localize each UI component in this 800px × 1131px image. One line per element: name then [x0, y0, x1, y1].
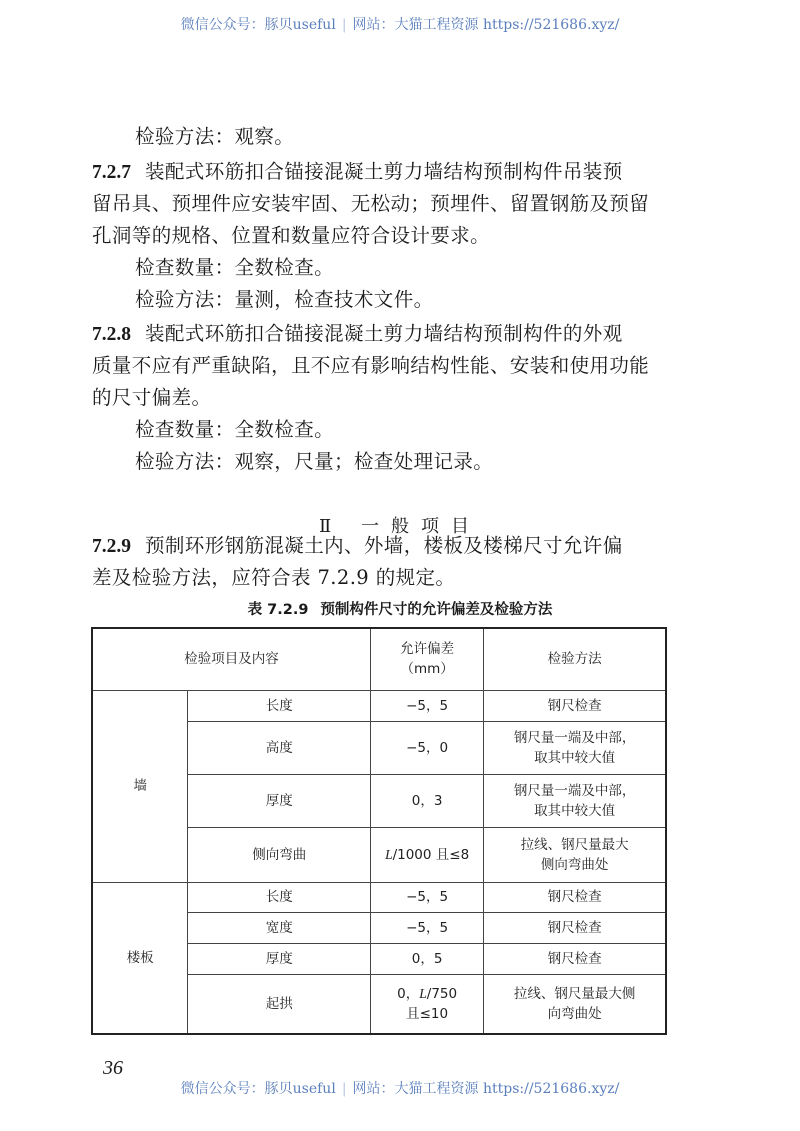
watermark-bottom	[0, 1078, 800, 1098]
clause-number: 7.2.7	[92, 162, 131, 183]
header-tolerance-line2: （mm）	[400, 661, 454, 678]
watermark-site: 网站：大猫工程资源 https://521686.xyz/	[352, 1081, 620, 1097]
method-line1: 拉线、钢尺量最大侧	[513, 985, 636, 1002]
row-item: 起拱	[188, 974, 371, 1034]
row-method	[484, 827, 666, 882]
row-tolerance: −5，5	[371, 882, 484, 912]
clause-text: 预制环形钢筋混凝土内、外墙，楼板及楼梯尺寸允许偏	[145, 534, 623, 557]
clause-728-quantity: 检查数量：全数检查。	[135, 418, 335, 441]
clause-729-line1	[92, 530, 623, 558]
row-item: 厚度	[188, 774, 371, 827]
method-line1: 拉线、钢尺量最大	[520, 836, 629, 853]
tolerance-var: L	[385, 846, 393, 862]
method-line2: 侧向弯曲处	[540, 856, 609, 873]
clause-727-line3: 孔洞等的规格、位置和数量应符合设计要求。	[92, 224, 491, 247]
row-item: 高度	[188, 721, 371, 774]
row-method: 钢尺检查	[484, 943, 666, 974]
watermark-top	[0, 14, 800, 34]
page-number: 36	[103, 1057, 123, 1079]
row-item: 侧向弯曲	[188, 827, 371, 882]
row-method	[484, 774, 666, 827]
row-tolerance: 0，3	[371, 774, 484, 827]
clause-728-method: 检验方法：观察，尺量；检查处理记录。	[135, 450, 494, 473]
clause-text: 装配式环筋扣合锚接混凝土剪力墙结构预制构件吊装预	[145, 160, 623, 183]
row-tolerance: −5，5	[371, 912, 484, 943]
clause-number: 7.2.8	[92, 324, 131, 345]
clause-727-line1	[92, 156, 623, 184]
table-caption-number: 表 7.2.9	[247, 602, 309, 618]
clause-727-quantity: 检查数量：全数检查。	[135, 256, 335, 279]
row-item: 厚度	[188, 943, 371, 974]
prev-inspection-method: 检验方法：观察。	[135, 125, 295, 148]
row-tolerance	[371, 974, 484, 1034]
header-method: 检验方法	[484, 628, 666, 690]
header-tolerance-line1: 允许偏差	[400, 641, 455, 658]
tolerance-table	[91, 627, 667, 1035]
header-item: 检验项目及内容	[92, 628, 371, 690]
row-method	[484, 974, 666, 1034]
clause-728-line2: 质量不应有严重缺陷，且不应有影响结构性能、安装和使用功能	[92, 354, 650, 377]
row-method: 钢尺检查	[484, 912, 666, 943]
header-tolerance	[371, 628, 484, 690]
watermark-separator: |	[341, 1081, 347, 1097]
clause-text: 装配式环筋扣合锚接混凝土剪力墙结构预制构件的外观	[145, 322, 623, 345]
row-tolerance: −5，5	[371, 690, 484, 721]
clause-727-method: 检验方法：量测，检查技术文件。	[135, 288, 434, 311]
tolerance-line1	[375, 984, 479, 1004]
row-tolerance	[371, 827, 484, 882]
method-line2: 向弯曲处	[547, 1005, 602, 1022]
clause-728-line1	[92, 318, 623, 346]
tolerance-var: L	[419, 985, 427, 1001]
row-item: 长度	[188, 882, 371, 912]
table-caption	[0, 598, 800, 619]
table-caption-title: 预制构件尺寸的允许偏差及检验方法	[320, 602, 553, 618]
row-item: 宽度	[188, 912, 371, 943]
method-line1: 钢尺量一端及中部，	[513, 729, 636, 746]
tolerance-pre: 0，	[397, 985, 420, 1002]
watermark-wechat: 微信公众号：豚贝useful	[180, 17, 336, 33]
tolerance-line2: 且≤10	[406, 1005, 449, 1022]
method-line1: 钢尺量一端及中部，	[513, 782, 636, 799]
clause-728-line3: 的尺寸偏差。	[92, 386, 212, 409]
method-line2: 取其中较大值	[534, 802, 616, 819]
group-label-wall: 墙	[92, 690, 188, 882]
row-method	[484, 721, 666, 774]
watermark-separator: |	[341, 17, 347, 33]
section-heading: Ⅱ 一般项目	[319, 516, 481, 537]
method-line2: 取其中较大值	[534, 749, 616, 766]
row-item: 长度	[188, 690, 371, 721]
tolerance-rest: /1000 且≤8	[392, 846, 470, 863]
clause-729-line2: 差及检验方法，应符合表 7.2.9 的规定。	[92, 566, 456, 589]
row-tolerance: −5，0	[371, 721, 484, 774]
row-method: 钢尺检查	[484, 690, 666, 721]
table-header-row	[92, 628, 666, 690]
table-row	[92, 882, 666, 912]
tolerance-rest: /750	[426, 985, 458, 1002]
row-tolerance: 0，5	[371, 943, 484, 974]
row-method: 钢尺检查	[484, 882, 666, 912]
table-row	[92, 690, 666, 721]
clause-727-line2: 留吊具、预埋件应安装牢固、无松动；预埋件、留置钢筋及预留	[92, 192, 650, 215]
watermark-wechat: 微信公众号：豚贝useful	[180, 1081, 336, 1097]
clause-number: 7.2.9	[92, 536, 131, 557]
watermark-site: 网站：大猫工程资源 https://521686.xyz/	[352, 17, 620, 33]
group-label-floor-slab: 楼板	[92, 882, 188, 1034]
